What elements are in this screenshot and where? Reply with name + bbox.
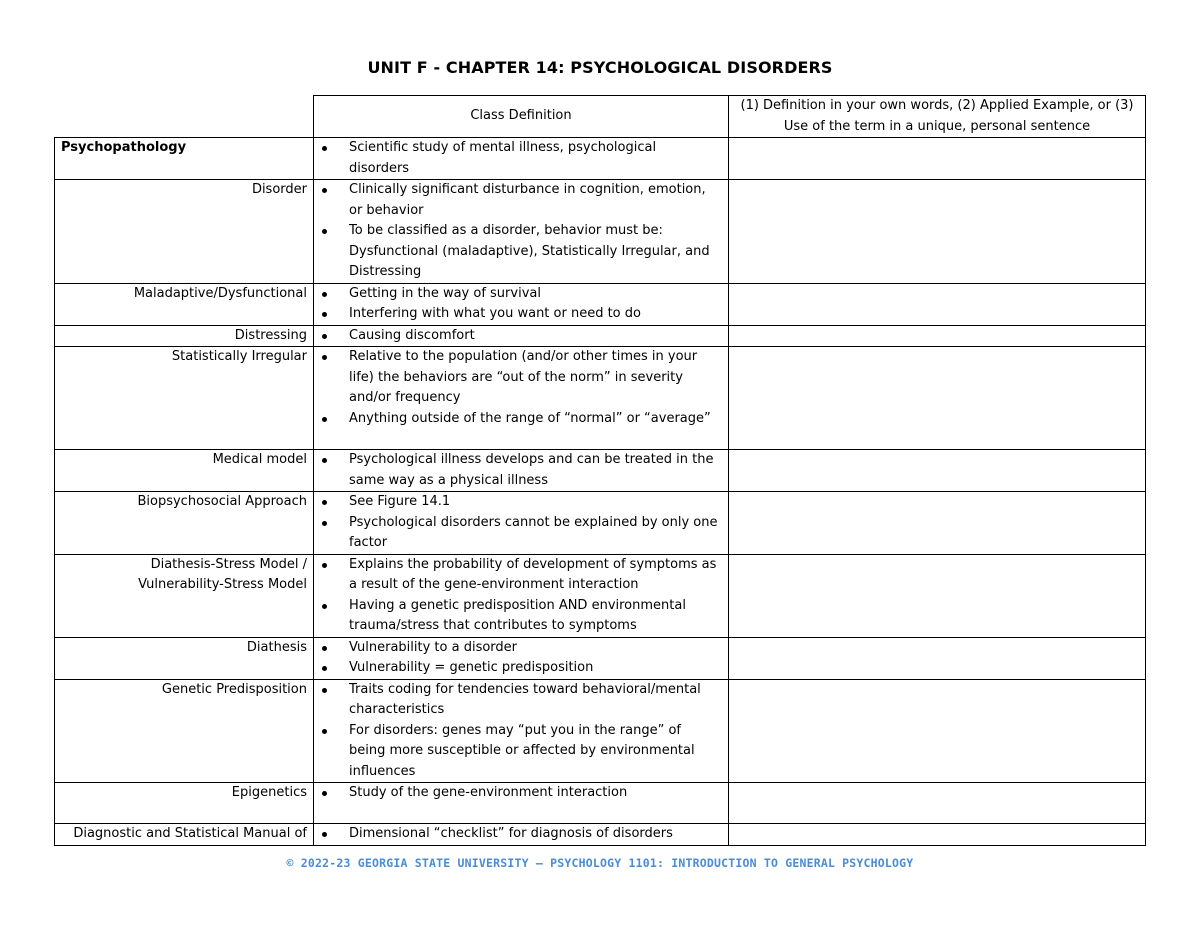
bullet-list [320,180,720,283]
definition-cell [314,450,729,492]
table-row [55,824,1146,846]
definition-cell [314,283,729,325]
bullet-list [320,347,720,429]
terms-table [54,95,1146,846]
copyright-footer: © 2022-23 GEORGIA STATE UNIVERSITY – PSYCHOLOGY 1101: INTRODUCTION TO GENERAL PSYCHOLOGY [286,856,914,870]
list-item [320,347,720,409]
bullet-icon [322,312,327,317]
own-words-cell[interactable] [729,783,1146,824]
list-item [320,513,720,554]
term-cell: Statistically Irregular [55,347,314,450]
bullet-text: Scientific study of mental illness, psychological disorders [349,140,657,176]
bullet-text: Relative to the population (and/or other times in your life) the behaviors are “out of the norm” in severity and/or frequency [349,349,698,405]
term-line: Diathesis-Stress Model / [150,556,307,572]
bullet-text: Psychological disorders cannot be explained by only one factor [349,514,718,550]
definition-cell [314,492,729,555]
term-cell: Disorder [55,180,314,284]
table-row [55,679,1146,783]
bullet-icon [322,334,327,339]
own-words-cell[interactable] [729,138,1146,180]
bullet-text: Study of the gene-environment interaction [349,785,628,800]
bullet-text: Vulnerability to a disorder [349,639,518,655]
bullet-icon [322,458,327,463]
term-line: Vulnerability-Stress Model [138,577,307,592]
table-row [55,283,1146,325]
bullet-icon [322,688,327,693]
own-words-cell[interactable] [729,450,1146,492]
table-row [55,783,1146,824]
bullet-text: For disorders: genes may “put you in the range” of being more susceptible or affected by environmental influences [349,722,695,779]
table-row [55,637,1146,679]
bullet-text: Dimensional “checklist” for diagnosis of disorders [349,826,673,841]
bullet-list [320,138,720,179]
bullet-icon [322,417,327,422]
bullet-icon [322,646,327,651]
list-item [320,721,720,783]
bullet-icon [322,604,327,609]
table-row [55,554,1146,637]
bullet-list [320,783,720,804]
bullet-list [320,555,720,637]
list-item [320,638,720,659]
own-words-cell[interactable] [729,283,1146,325]
list-item [320,492,720,513]
list-item [320,555,720,596]
term-cell: Diathesis [55,637,314,679]
definition-cell [314,824,729,846]
list-item [320,180,720,221]
bullet-icon [322,729,327,734]
definition-cell [314,679,729,783]
definition-cell [314,554,729,637]
definition-cell [314,138,729,180]
bullet-text: Having a genetic predisposition AND environmental trauma/stress that contributes to symptoms [349,597,686,633]
own-words-cell[interactable] [729,325,1146,347]
bullet-icon [322,292,327,297]
bullet-text: Interfering with what you want or need to do [349,306,641,321]
own-words-cell[interactable] [729,180,1146,284]
bullet-icon [322,521,327,526]
term-cell: Genetic Predisposition [55,679,314,783]
definition-cell [314,783,729,824]
bullet-text: Vulnerability = genetic predisposition [349,660,594,675]
term-cell: Medical model [55,450,314,492]
table-row [55,138,1146,180]
bullet-text: Explains the probability of development of symptoms as a result of the gene-environment interaction [349,556,717,592]
bullet-text: Getting in the way of survival [349,285,541,301]
bullet-icon [322,791,327,796]
bullet-text: See Figure 14.1 [349,494,451,509]
header-own-words: (1) Definition in your own words, (2) Applied Example, or (3) Use of the term in a unique, personal sentence [729,96,1146,138]
definition-cell [314,325,729,347]
bullet-icon [322,563,327,568]
bullet-icon [322,188,327,193]
bullet-icon [322,500,327,505]
table-header-row [55,96,1146,138]
bullet-text: To be classified as a disorder, behavior must be: Dysfunctional (maladaptive), Statistically Irregular, and Distressing [349,223,710,279]
list-item [320,221,720,283]
list-item [320,596,720,637]
list-item [320,284,720,305]
bullet-icon [322,832,327,837]
bullet-icon [322,146,327,151]
own-words-cell[interactable] [729,347,1146,450]
bullet-text: Psychological illness develops and can be treated in the same way as a physical illness [349,452,714,488]
bullet-text: Anything outside of the range of “normal” or “average” [349,410,711,426]
bullet-list [320,492,720,554]
term-cell [55,554,314,637]
term-cell: Distressing [55,325,314,347]
bullet-list [320,638,720,679]
definition-cell [314,637,729,679]
document-title: UNIT F - CHAPTER 14: PSYCHOLOGICAL DISORDERS [367,58,833,77]
list-item [320,326,720,347]
bullet-list [320,680,720,783]
bullet-list [320,450,720,491]
table-row [55,347,1146,450]
bullet-list [320,326,720,347]
bullet-icon [322,229,327,234]
list-item [320,450,720,491]
definition-cell [314,347,729,450]
term-cell: Psychopathology [55,138,314,180]
bullet-list [320,824,720,845]
term-cell: Epigenetics [55,783,314,824]
term-cell: Biopsychosocial Approach [55,492,314,555]
own-words-cell[interactable] [729,637,1146,679]
term-cell: Diagnostic and Statistical Manual of [55,824,314,846]
list-item [320,680,720,721]
own-words-cell[interactable] [729,492,1146,555]
bullet-text: Clinically significant disturbance in cognition, emotion, or behavior [349,182,706,218]
definition-cell [314,180,729,284]
bullet-list [320,284,720,325]
list-item [320,304,720,325]
table-row [55,450,1146,492]
bullet-text: Traits coding for tendencies toward behavioral/mental characteristics [349,681,701,717]
table-row [55,325,1146,347]
list-item [320,138,720,179]
bullet-icon [322,355,327,360]
own-words-cell[interactable] [729,679,1146,783]
own-words-cell[interactable] [729,824,1146,846]
table-row [55,180,1146,284]
table-row [55,492,1146,555]
header-blank-cell [55,96,314,138]
list-item [320,409,720,430]
bullet-text: Causing discomfort [349,327,475,343]
own-words-cell[interactable] [729,554,1146,637]
header-class-definition: Class Definition [314,96,729,138]
list-item [320,824,720,845]
list-item [320,658,720,679]
term-cell: Maladaptive/Dysfunctional [55,283,314,325]
bullet-icon [322,666,327,671]
list-item [320,783,720,804]
